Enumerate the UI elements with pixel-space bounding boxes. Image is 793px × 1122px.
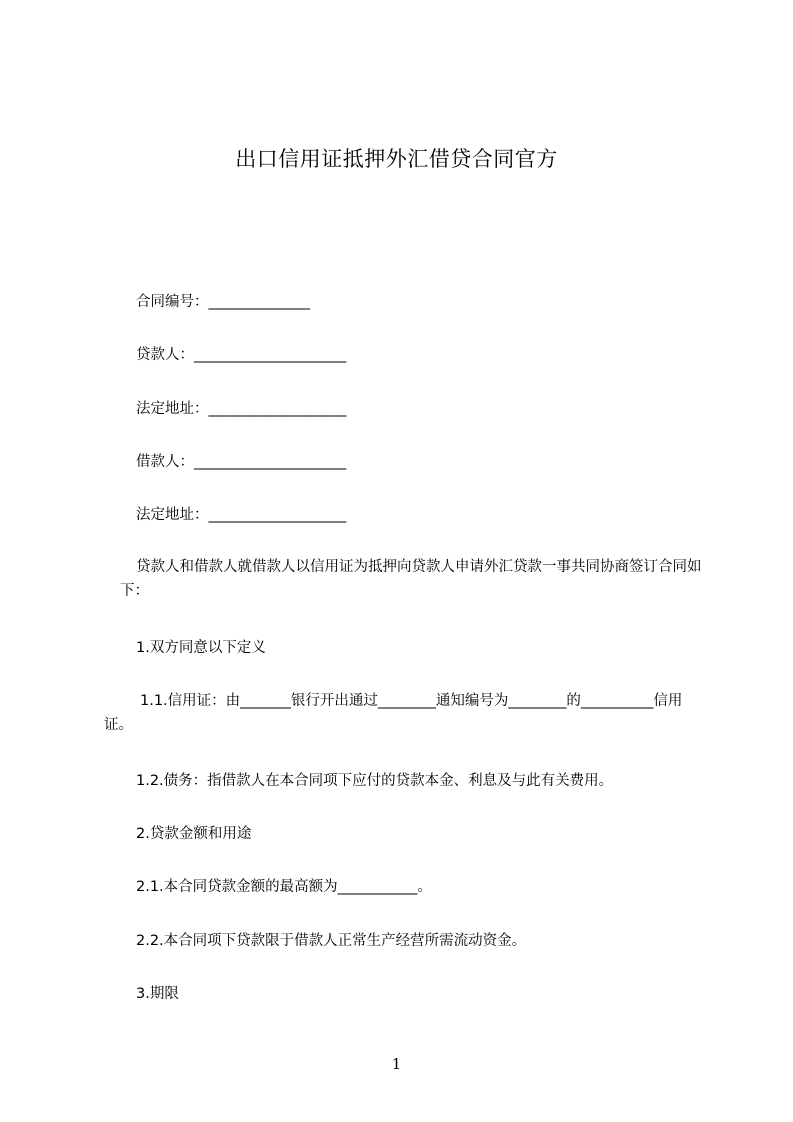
borrower-address-field: 法定地址：___________________: [136, 507, 347, 523]
lender-field: 贷款人：_____________________: [136, 347, 347, 363]
clause-2-2: 2.2.本合同项下贷款限于借款人正常生产经营所需流动资金。: [136, 933, 527, 949]
borrower-field: 借款人：_____________________: [136, 454, 347, 470]
lender-address-field: 法定地址：___________________: [136, 401, 347, 417]
clause-2-heading: 2.贷款金额和用途: [136, 826, 252, 842]
intro-paragraph: 贷款人和借款人就借款人以信用证为抵押向贷款人申请外汇贷款一事共同协商签订合同如下：: [120, 559, 702, 599]
clause-1-heading: 1.双方同意以下定义: [136, 640, 266, 656]
contract-number-field: 合同编号：______________: [136, 294, 310, 310]
clause-1-1: 1.1.信用证：由_______银行开出通过________通知编号为________的__________信用证。: [104, 693, 683, 733]
document-title: 出口信用证抵押外汇借贷合同官方: [235, 147, 558, 171]
clause-3-heading: 3.期限: [136, 986, 179, 1002]
page-number: 1: [391, 1055, 402, 1073]
clause-2-1: 2.1.本合同贷款金额的最高额为___________。: [136, 879, 432, 895]
clause-1-2: 1.2.债务：指借款人在本合同项下应付的贷款本金、利息及与此有关费用。: [136, 773, 614, 789]
